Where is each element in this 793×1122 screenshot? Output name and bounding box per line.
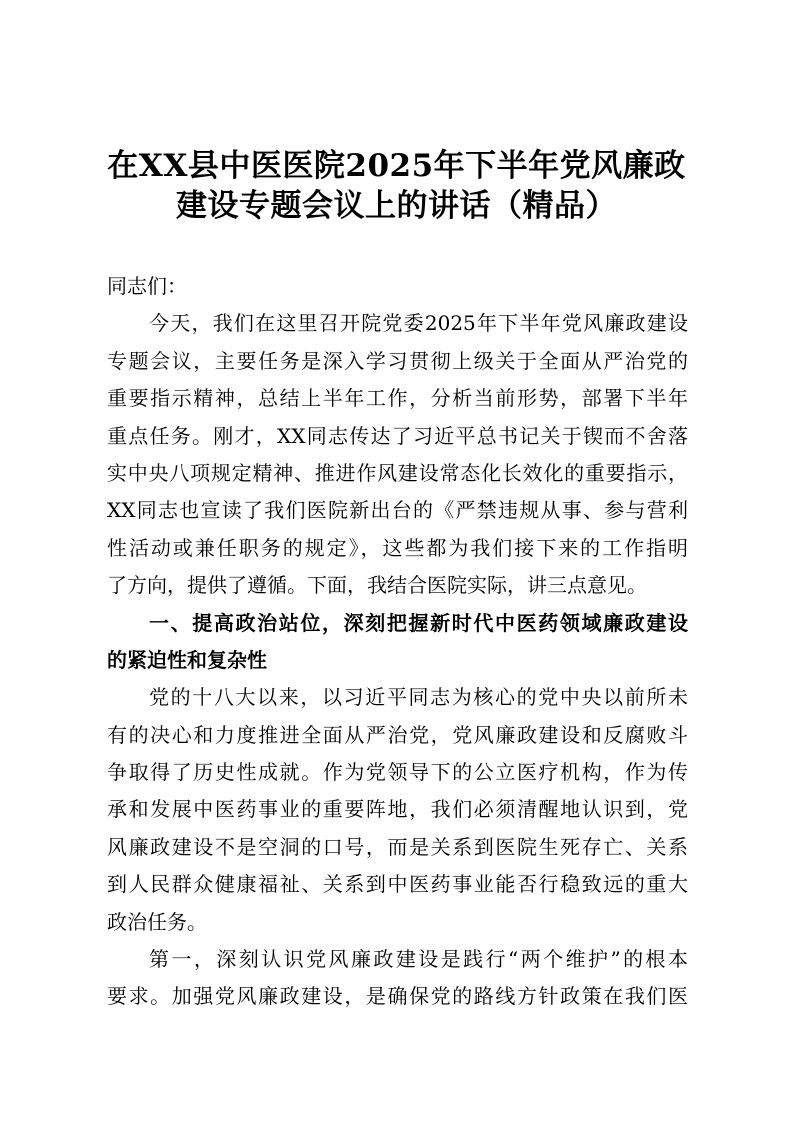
text-line: 政治任务。	[107, 909, 207, 934]
paragraph	[107, 305, 688, 604]
text-line: 第一，深刻认识党风廉政建设是践行“两个维护”的根本	[149, 947, 688, 972]
title-line: 在XX县中医医院2025年下半年党风廉政	[107, 148, 686, 184]
document-body	[107, 268, 688, 1016]
text-line: 争取得了历史性成就。作为党领导下的公立医疗机构，作为传	[107, 760, 688, 785]
text-line: 专题会议，主要任务是深入学习贯彻上级关于全面从严治党的	[107, 348, 688, 373]
section-heading	[107, 605, 688, 680]
paragraph	[107, 679, 688, 941]
text-line: 今天，我们在这里召开院党委2025年下半年党风廉政建设	[149, 311, 688, 336]
text-line: 党的十八大以来，以习近平同志为核心的党中央以前所未	[149, 685, 688, 710]
text-line: 性活动或兼任职务的规定》，这些都为我们接下来的工作指明	[107, 535, 688, 560]
text-line: 重要指示精神，总结上半年工作，分析当前形势，部署下半年	[107, 386, 688, 411]
document-title	[0, 146, 793, 226]
greeting: 同志们：	[107, 274, 187, 298]
text-line: XX同志也宣读了我们医院新出台的《严禁违规从事、参与营利	[107, 498, 688, 523]
text-line: 要求。加强党风廉政建设，是确保党的路线方针政策在我们医	[107, 984, 688, 1009]
text-line: 一、提高政治站位，深刻把握新时代中医药领域廉政建设	[149, 610, 688, 635]
text-line: 承和发展中医药事业的重要阵地，我们必须清醒地认识到，党	[107, 797, 688, 822]
text-line: 的紧迫性和复杂性	[107, 647, 267, 672]
text-line: 到人民群众健康福祉、关系到中医药事业能否行稳致远的重大	[107, 872, 688, 897]
text-line: 重点任务。刚才，XX同志传达了习近平总书记关于锲而不舍落	[107, 423, 688, 448]
paragraph	[107, 941, 688, 1016]
text-line: 实中央八项规定精神、推进作风建设常态化长效化的重要指示，	[107, 460, 688, 485]
text-line: 有的决心和力度推进全面从严治党，党风廉政建设和反腐败斗	[107, 722, 688, 747]
title-line: 建设专题会议上的讲话（精品）	[176, 188, 617, 224]
text-line: 了方向，提供了遵循。下面，我结合医院实际，讲三点意见。	[107, 573, 647, 598]
text-line: 风廉政建设不是空洞的口号，而是关系到医院生死存亡、关系	[107, 834, 688, 859]
